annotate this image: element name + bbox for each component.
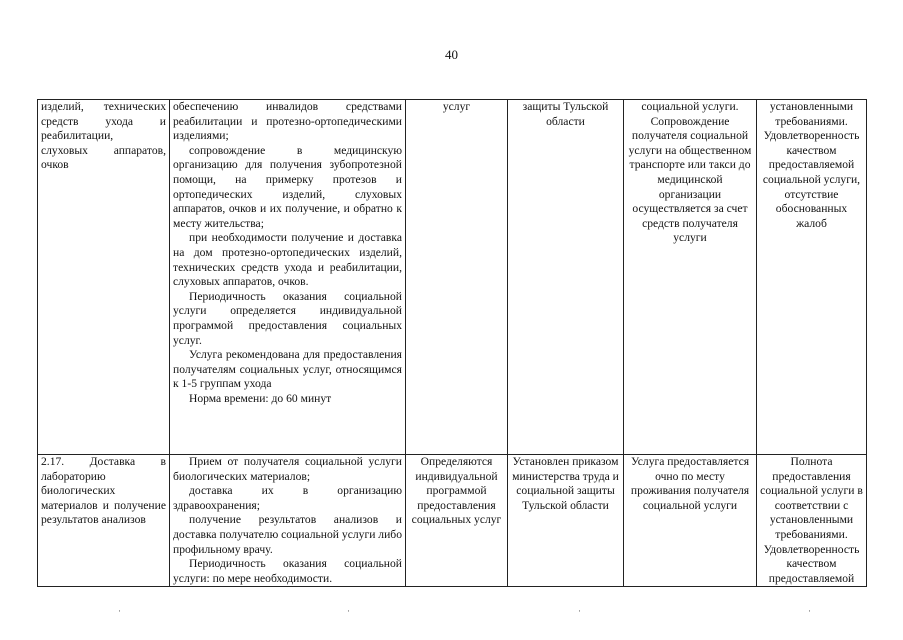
quality-cell: установленными требованиями. Удовлетворенность качеством предоставляемой социальной услуги, отсутствие обоснованных жалоб [757,100,867,455]
description-paragraph: Прием от получателя социальной услуги биологических материалов; [173,455,402,483]
conditions-cell: Услуга предоставляется очно по месту проживания получателя социальной услуги [624,455,757,587]
description-paragraph: обеспечению инвалидов средствами реабилитации и протезно-ортопедическими изделиями; [173,100,402,143]
description-paragraph: при необходимости получение и доставка на дом протезно-ортопедических изделий, технических средств ухода и реабилитации, слуховых аппаратов, очков. [173,231,402,289]
conditions-cell: социальной услуги. Сопровождение получателя социальной услуги на общественном транспорте или такси до медицинской организации осуществляется за счет средств получателя услуги [624,100,757,455]
service-name-text: слуховых аппаратов, очков [41,143,166,172]
service-name-cell [38,100,170,455]
description-paragraph: Периодичность оказания социальной услуги: по мере необходимости. [173,557,402,585]
tariff-cell: Установлен приказом министерства труда и социальной защиты Тульской области [508,455,624,587]
description-paragraph: сопровождение в медицинскую организацию для получения зубопротезной помощи, на примерку протезов и ортопедических изделий, слуховых аппаратов, очков и их получение, и обратно к месту жительства; [173,143,402,230]
tariff-cell: защиты Тульской области [508,100,624,455]
description-paragraph: Периодичность оказания социальной услуги определяется индивидуальной программой предоставления социальных услуг. [173,289,402,347]
volume-cell: Определяются индивидуальной программой предоставления социальных услуг [406,455,508,587]
table-row [38,455,867,587]
scan-dot: · [578,606,581,616]
table-row [38,100,867,455]
volume-cell: услуг [406,100,508,455]
service-name-cell [38,455,170,587]
description-paragraph: доставка их в организацию здравоохранения; [173,484,402,512]
time-norm-paragraph: Норма времени: до 60 минут [189,391,332,405]
description-paragraph: получение результатов анализов и доставка получателю социальной услуги либо профильному врачу. [173,513,402,556]
scan-dot: · [347,606,350,616]
services-table [37,99,867,587]
quality-cell: Полнота предоставления социальной услуги в соответствии с установленными требованиями. Удовлетворенность качеством предоставляемой [757,455,867,587]
service-name-text: 2.17. Доставка в лабораторию биологических материалов и получение результатов анализов [41,455,166,527]
scan-marks [0,606,903,616]
service-description-cell [170,100,406,455]
description-paragraph: Услуга рекомендована для предоставления получателям социальных услуг, относящимся к 1-5 группам ухода [173,348,402,391]
service-description-cell [170,455,406,587]
page-number: 40 [445,47,458,62]
service-name-text: изделий, технических средств ухода и реабилитации, [41,100,166,143]
scan-dot: · [118,606,121,616]
scan-dot: · [808,606,811,616]
